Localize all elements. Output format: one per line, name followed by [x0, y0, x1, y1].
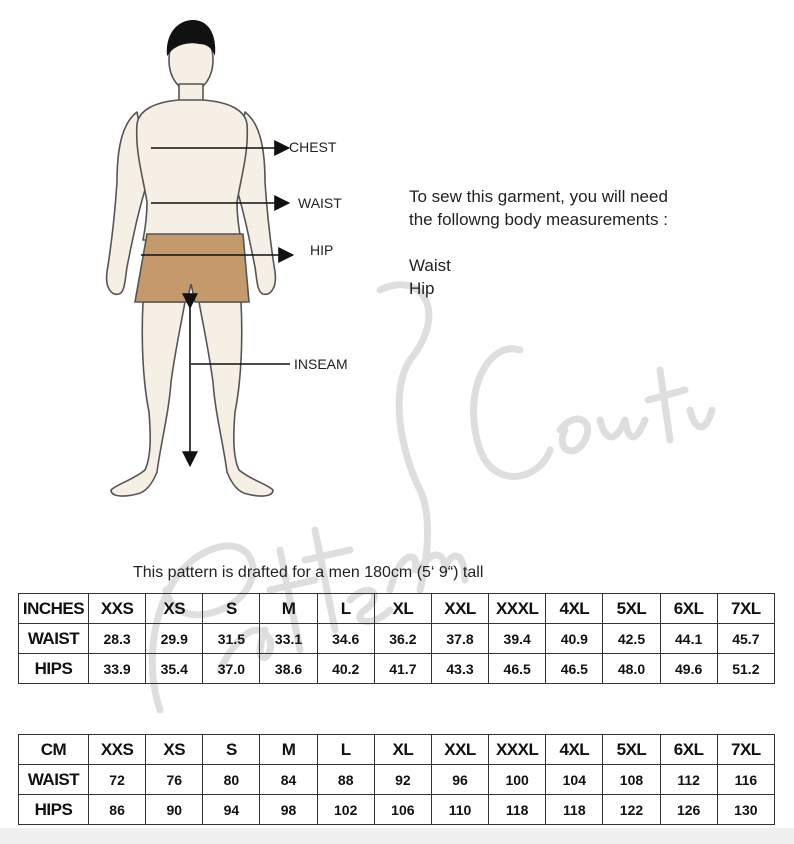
measurement-item-waist: Waist	[409, 256, 451, 275]
size-header-cell: 6XL	[660, 735, 717, 765]
unit-header-cell: INCHES	[19, 594, 89, 624]
size-header-cell: M	[260, 735, 317, 765]
drafted-height-note: This pattern is drafted for a men 180cm (5‘ 9“) tall	[133, 564, 484, 581]
size-header-cell: XXXL	[489, 735, 546, 765]
size-table-cm	[18, 734, 775, 825]
measurement-value-cell: 49.6	[660, 654, 717, 684]
size-header-cell: 4XL	[546, 735, 603, 765]
measurement-value-cell: 45.7	[717, 624, 774, 654]
measurement-row-label: HIPS	[19, 795, 89, 825]
measurement-value-cell: 84	[260, 765, 317, 795]
measurement-value-cell: 80	[203, 765, 260, 795]
measurement-value-cell: 110	[431, 795, 488, 825]
measurement-value-cell: 102	[317, 795, 374, 825]
measurement-value-cell: 72	[89, 765, 146, 795]
measurement-value-cell: 38.6	[260, 654, 317, 684]
measurement-value-cell: 33.9	[89, 654, 146, 684]
measurement-value-cell: 104	[546, 765, 603, 795]
measurement-value-cell: 130	[717, 795, 774, 825]
measurement-value-cell: 34.6	[317, 624, 374, 654]
measurement-row-label: WAIST	[19, 765, 89, 795]
measurement-row	[19, 765, 775, 795]
size-header-cell: 7XL	[717, 735, 774, 765]
body-measurement-figure	[95, 12, 395, 502]
measurement-value-cell: 31.5	[203, 624, 260, 654]
shorts-shape	[135, 234, 249, 302]
measurement-value-cell: 37.8	[431, 624, 488, 654]
chest-label: CHEST	[289, 139, 337, 155]
measurement-value-cell: 29.9	[146, 624, 203, 654]
size-header-cell: XL	[374, 594, 431, 624]
measurement-row	[19, 654, 775, 684]
hip-label: HIP	[310, 242, 334, 258]
measurement-value-cell: 126	[660, 795, 717, 825]
measurement-value-cell: 37.0	[203, 654, 260, 684]
size-header-cell: S	[203, 594, 260, 624]
size-header-cell: XXS	[89, 735, 146, 765]
size-header-cell: XS	[146, 594, 203, 624]
size-header-cell: M	[260, 594, 317, 624]
size-header-cell: 4XL	[546, 594, 603, 624]
size-header-cell: 6XL	[660, 594, 717, 624]
size-header-row	[19, 594, 775, 624]
measurement-value-cell: 40.2	[317, 654, 374, 684]
size-header-cell: 5XL	[603, 735, 660, 765]
size-header-cell: 5XL	[603, 594, 660, 624]
measurement-value-cell: 46.5	[546, 654, 603, 684]
measurement-value-cell: 106	[374, 795, 431, 825]
measurement-value-cell: 35.4	[146, 654, 203, 684]
measurement-value-cell: 88	[317, 765, 374, 795]
measurement-value-cell: 100	[489, 765, 546, 795]
measurement-value-cell: 48.0	[603, 654, 660, 684]
measurement-value-cell: 116	[717, 765, 774, 795]
measurement-value-cell: 98	[260, 795, 317, 825]
measurement-value-cell: 118	[546, 795, 603, 825]
waist-label: WAIST	[298, 195, 342, 211]
measurement-value-cell: 76	[146, 765, 203, 795]
unit-header-cell: CM	[19, 735, 89, 765]
size-header-cell: 7XL	[717, 594, 774, 624]
measurement-value-cell: 40.9	[546, 624, 603, 654]
instruction-line-2: the followng body measurements :	[409, 210, 668, 229]
measurement-value-cell: 90	[146, 795, 203, 825]
measurement-value-cell: 33.1	[260, 624, 317, 654]
measurement-value-cell: 108	[603, 765, 660, 795]
measurement-value-cell: 43.3	[431, 654, 488, 684]
size-header-row	[19, 735, 775, 765]
measurement-value-cell: 51.2	[717, 654, 774, 684]
measurement-row	[19, 624, 775, 654]
measurement-value-cell: 41.7	[374, 654, 431, 684]
measurement-value-cell: 92	[374, 765, 431, 795]
measurement-value-cell: 94	[203, 795, 260, 825]
size-header-cell: S	[203, 735, 260, 765]
inseam-label: INSEAM	[294, 356, 348, 372]
measurement-value-cell: 36.2	[374, 624, 431, 654]
measurement-value-cell: 96	[431, 765, 488, 795]
measurement-value-cell: 112	[660, 765, 717, 795]
measurement-row-label: HIPS	[19, 654, 89, 684]
measurement-value-cell: 28.3	[89, 624, 146, 654]
measurement-value-cell: 44.1	[660, 624, 717, 654]
measurement-value-cell: 39.4	[489, 624, 546, 654]
size-header-cell: XXL	[431, 735, 488, 765]
measurement-value-cell: 86	[89, 795, 146, 825]
measurement-instructions	[409, 185, 668, 300]
size-header-cell: L	[317, 735, 374, 765]
measurement-value-cell: 46.5	[489, 654, 546, 684]
measurement-row-label: WAIST	[19, 624, 89, 654]
instruction-line-1: To sew this garment, you will need	[409, 187, 668, 206]
bottom-band	[0, 828, 794, 844]
measurement-value-cell: 118	[489, 795, 546, 825]
measurement-item-hip: Hip	[409, 279, 435, 298]
size-header-cell: XL	[374, 735, 431, 765]
size-header-cell: XXXL	[489, 594, 546, 624]
size-header-cell: XXS	[89, 594, 146, 624]
size-table-inches	[18, 593, 775, 684]
size-header-cell: L	[317, 594, 374, 624]
measurement-row	[19, 795, 775, 825]
size-header-cell: XXL	[431, 594, 488, 624]
measurement-value-cell: 122	[603, 795, 660, 825]
size-header-cell: XS	[146, 735, 203, 765]
measurement-value-cell: 42.5	[603, 624, 660, 654]
